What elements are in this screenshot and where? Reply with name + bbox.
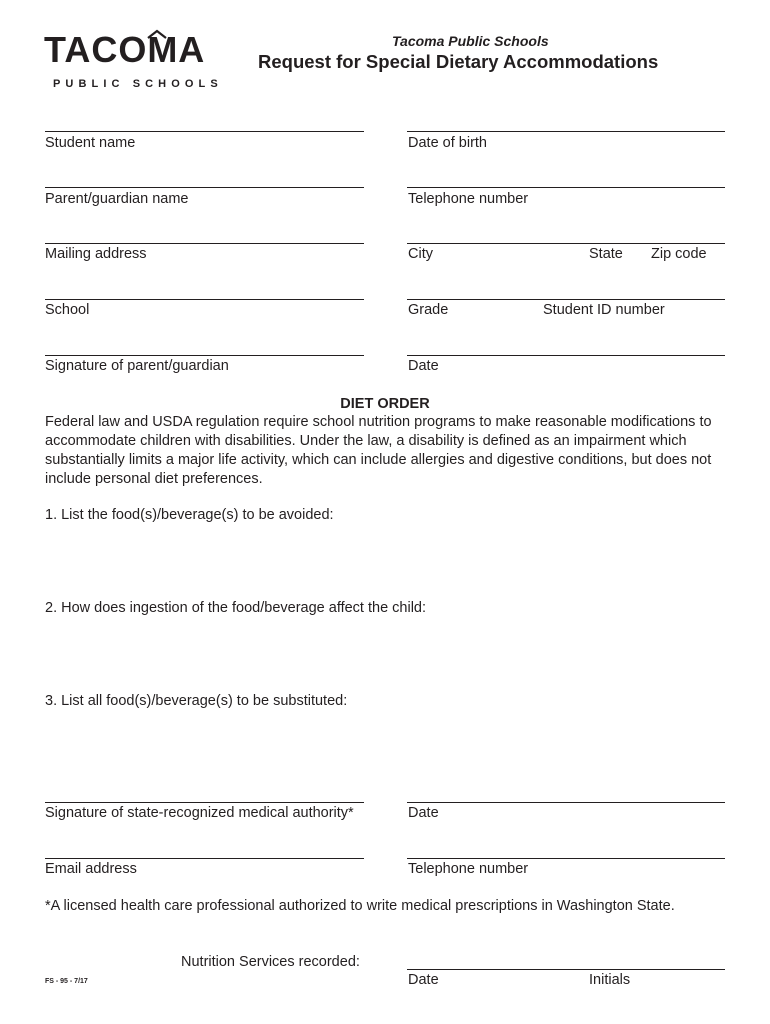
parent-signature-line[interactable] xyxy=(45,355,364,356)
medical-signature-line[interactable] xyxy=(45,802,364,803)
medical-date-label: Date xyxy=(408,805,439,821)
student-id-label: Student ID number xyxy=(543,302,665,318)
form-code: FS - 95 - 7/17 xyxy=(45,978,88,985)
office-date-label: Date xyxy=(408,972,439,988)
question-1: 1. List the food(s)/beverage(s) to be avoided: xyxy=(45,507,334,523)
parent-name-line[interactable] xyxy=(45,187,364,188)
diet-order-paragraph: Federal law and USDA regulation require school nutrition programs to make reasonable modifications to accommodate children with disabilities. Under the law, a disability is defined as an impairment which substantially limits a major life activity, which can include allergies and digestive conditions, but does not include personal diet preferences. xyxy=(45,414,712,487)
email-label: Email address xyxy=(45,861,137,877)
parent-date-label: Date xyxy=(408,358,439,374)
logo-subtitle: PUBLIC SCHOOLS xyxy=(53,78,223,90)
question-2: 2. How does ingestion of the food/beverage affect the child: xyxy=(45,600,427,616)
date-of-birth-line[interactable] xyxy=(407,131,725,132)
grade-label: Grade xyxy=(408,302,449,318)
student-name-label: Student name xyxy=(45,135,136,151)
parent-date-line[interactable] xyxy=(407,355,725,356)
office-record-line[interactable] xyxy=(407,969,725,970)
medical-telephone-label: Telephone number xyxy=(408,861,529,877)
organization-name: Tacoma Public Schools xyxy=(392,33,549,49)
school-label: School xyxy=(45,302,90,318)
logo-roof-icon xyxy=(146,29,168,39)
city-state-zip-line[interactable] xyxy=(407,243,725,244)
initials-label: Initials xyxy=(589,972,631,988)
zip-code-label: Zip code xyxy=(651,246,707,262)
mailing-address-line[interactable] xyxy=(45,243,364,244)
date-of-birth-label: Date of birth xyxy=(408,135,487,151)
telephone-label: Telephone number xyxy=(408,191,529,207)
student-name-line[interactable] xyxy=(45,131,364,132)
city-label: City xyxy=(408,246,433,262)
grade-id-line[interactable] xyxy=(407,299,725,300)
parent-signature-label: Signature of parent/guardian xyxy=(45,358,229,374)
parent-name-label: Parent/guardian name xyxy=(45,191,189,207)
question-3: 3. List all food(s)/beverage(s) to be substituted: xyxy=(45,693,348,709)
medical-signature-label: Signature of state-recognized medical authority* xyxy=(45,805,354,821)
medical-date-line[interactable] xyxy=(407,802,725,803)
email-line[interactable] xyxy=(45,858,364,859)
mailing-address-label: Mailing address xyxy=(45,246,147,262)
nutrition-services-label: Nutrition Services recorded: xyxy=(181,954,360,970)
page-title: Request for Special Dietary Accommodations xyxy=(258,51,659,72)
diet-order-heading: DIET ORDER xyxy=(340,396,430,412)
logo-wordmark: TACOMA xyxy=(44,29,206,70)
telephone-line[interactable] xyxy=(407,187,725,188)
footnote: *A licensed health care professional authorized to write medical prescriptions in Washington State. xyxy=(45,898,675,914)
medical-telephone-line[interactable] xyxy=(407,858,725,859)
school-line[interactable] xyxy=(45,299,364,300)
state-label: State xyxy=(589,246,623,262)
